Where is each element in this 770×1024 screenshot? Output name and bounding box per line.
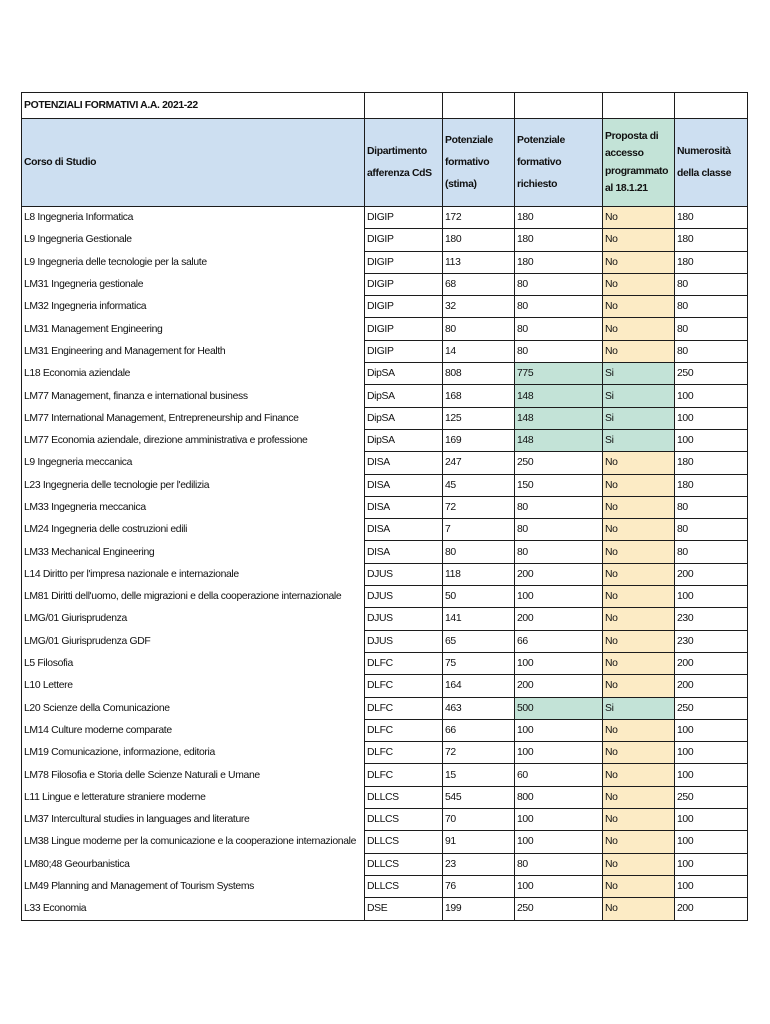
cell-stima: 168: [443, 385, 515, 407]
cell-dipartimento: DISA: [365, 496, 443, 518]
table-row: [22, 764, 748, 786]
table-row: [22, 831, 748, 853]
cell-corso: LM32 Ingegneria informatica: [22, 296, 365, 318]
cell-proposta: Si: [603, 363, 675, 385]
cell-richiesto: 148: [515, 407, 603, 429]
empty-cell: [603, 93, 675, 119]
header-richiesto: Potenziale formativo richiesto: [515, 119, 603, 207]
cell-dipartimento: DSE: [365, 898, 443, 920]
cell-corso: LM31 Ingegneria gestionale: [22, 273, 365, 295]
cell-numerosita: 80: [675, 273, 748, 295]
table-row: [22, 875, 748, 897]
cell-corso: L10 Lettere: [22, 675, 365, 697]
cell-stima: 14: [443, 340, 515, 362]
cell-proposta: No: [603, 563, 675, 585]
cell-corso: L9 Ingegneria delle tecnologie per la salute: [22, 251, 365, 273]
table-row: [22, 296, 748, 318]
cell-stima: 75: [443, 652, 515, 674]
table-row: [22, 273, 748, 295]
cell-corso: LM38 Lingue moderne per la comunicazione e la cooperazione internazionale: [22, 831, 365, 853]
cell-stima: 141: [443, 608, 515, 630]
cell-proposta: No: [603, 318, 675, 340]
cell-corso: LM31 Management Engineering: [22, 318, 365, 340]
cell-richiesto: 148: [515, 429, 603, 451]
cell-richiesto: 80: [515, 318, 603, 340]
table-row: [22, 742, 748, 764]
cell-dipartimento: DIGIP: [365, 340, 443, 362]
cell-richiesto: 150: [515, 474, 603, 496]
cell-proposta: No: [603, 831, 675, 853]
cell-stima: 72: [443, 742, 515, 764]
cell-stima: 23: [443, 853, 515, 875]
cell-proposta: No: [603, 296, 675, 318]
cell-dipartimento: DLFC: [365, 675, 443, 697]
cell-proposta: No: [603, 652, 675, 674]
cell-richiesto: 200: [515, 563, 603, 585]
cell-numerosita: 80: [675, 519, 748, 541]
cell-corso: L5 Filosofia: [22, 652, 365, 674]
cell-proposta: No: [603, 809, 675, 831]
header-corso: Corso di Studio: [22, 119, 365, 207]
cell-proposta: No: [603, 742, 675, 764]
cell-dipartimento: DLLCS: [365, 875, 443, 897]
cell-richiesto: 100: [515, 831, 603, 853]
cell-numerosita: 180: [675, 207, 748, 229]
cell-corso: LM49 Planning and Management of Tourism Systems: [22, 875, 365, 897]
cell-numerosita: 100: [675, 407, 748, 429]
cell-richiesto: 80: [515, 273, 603, 295]
cell-richiesto: 200: [515, 608, 603, 630]
cell-dipartimento: DJUS: [365, 586, 443, 608]
cell-proposta: No: [603, 340, 675, 362]
cell-numerosita: 100: [675, 719, 748, 741]
cell-proposta: No: [603, 898, 675, 920]
table-row: [22, 608, 748, 630]
cell-dipartimento: DJUS: [365, 563, 443, 585]
header-row: [22, 119, 748, 207]
cell-richiesto: 180: [515, 229, 603, 251]
cell-corso: L9 Ingegneria Gestionale: [22, 229, 365, 251]
cell-dipartimento: DLLCS: [365, 831, 443, 853]
table-row: [22, 586, 748, 608]
cell-richiesto: 80: [515, 541, 603, 563]
table-row: [22, 652, 748, 674]
table-row: [22, 496, 748, 518]
cell-corso: L33 Economia: [22, 898, 365, 920]
cell-richiesto: 80: [515, 496, 603, 518]
table-row: [22, 697, 748, 719]
cell-stima: 199: [443, 898, 515, 920]
cell-proposta: No: [603, 541, 675, 563]
cell-dipartimento: DLFC: [365, 742, 443, 764]
cell-proposta: No: [603, 519, 675, 541]
table-row: [22, 407, 748, 429]
cell-richiesto: 100: [515, 809, 603, 831]
cell-richiesto: 800: [515, 786, 603, 808]
cell-proposta: No: [603, 608, 675, 630]
table-row: [22, 251, 748, 273]
cell-corso: L8 Ingegneria Informatica: [22, 207, 365, 229]
table-title: POTENZIALI FORMATIVI A.A. 2021-22: [22, 93, 365, 119]
cell-stima: 80: [443, 318, 515, 340]
table-row: [22, 898, 748, 920]
cell-stima: 50: [443, 586, 515, 608]
cell-stima: 76: [443, 875, 515, 897]
table-row: [22, 363, 748, 385]
cell-richiesto: 100: [515, 586, 603, 608]
cell-richiesto: 250: [515, 452, 603, 474]
cell-proposta: No: [603, 764, 675, 786]
table-row: [22, 541, 748, 563]
cell-stima: 169: [443, 429, 515, 451]
cell-dipartimento: DLFC: [365, 697, 443, 719]
cell-richiesto: 80: [515, 519, 603, 541]
cell-richiesto: 180: [515, 207, 603, 229]
cell-proposta: No: [603, 853, 675, 875]
cell-corso: LM81 Diritti dell'uomo, delle migrazioni e della cooperazione internazionale: [22, 586, 365, 608]
cell-proposta: Si: [603, 407, 675, 429]
cell-dipartimento: DLFC: [365, 652, 443, 674]
empty-cell: [365, 93, 443, 119]
potenziali-formativi-table: [21, 92, 748, 921]
cell-numerosita: 250: [675, 786, 748, 808]
cell-stima: 172: [443, 207, 515, 229]
cell-numerosita: 230: [675, 608, 748, 630]
empty-cell: [443, 93, 515, 119]
cell-richiesto: 80: [515, 296, 603, 318]
cell-proposta: No: [603, 675, 675, 697]
table-row: [22, 452, 748, 474]
cell-richiesto: 100: [515, 742, 603, 764]
cell-dipartimento: DLLCS: [365, 786, 443, 808]
cell-proposta: No: [603, 474, 675, 496]
cell-dipartimento: DipSA: [365, 429, 443, 451]
cell-dipartimento: DLFC: [365, 719, 443, 741]
cell-numerosita: 80: [675, 318, 748, 340]
cell-richiesto: 80: [515, 853, 603, 875]
cell-stima: 247: [443, 452, 515, 474]
cell-numerosita: 100: [675, 429, 748, 451]
cell-richiesto: 66: [515, 630, 603, 652]
cell-stima: 65: [443, 630, 515, 652]
cell-numerosita: 80: [675, 541, 748, 563]
cell-richiesto: 100: [515, 875, 603, 897]
cell-corso: L18 Economia aziendale: [22, 363, 365, 385]
cell-numerosita: 200: [675, 898, 748, 920]
cell-numerosita: 100: [675, 809, 748, 831]
cell-dipartimento: DIGIP: [365, 273, 443, 295]
cell-numerosita: 100: [675, 831, 748, 853]
cell-stima: 113: [443, 251, 515, 273]
cell-numerosita: 100: [675, 586, 748, 608]
cell-stima: 15: [443, 764, 515, 786]
cell-dipartimento: DLLCS: [365, 809, 443, 831]
cell-dipartimento: DIGIP: [365, 229, 443, 251]
cell-corso: LM77 Economia aziendale, direzione amministrativa e professione: [22, 429, 365, 451]
cell-proposta: Si: [603, 697, 675, 719]
table-row: [22, 318, 748, 340]
cell-corso: LM19 Comunicazione, informazione, editoria: [22, 742, 365, 764]
cell-corso: LM31 Engineering and Management for Health: [22, 340, 365, 362]
cell-richiesto: 148: [515, 385, 603, 407]
cell-stima: 118: [443, 563, 515, 585]
cell-dipartimento: DJUS: [365, 630, 443, 652]
cell-richiesto: 60: [515, 764, 603, 786]
cell-proposta: No: [603, 273, 675, 295]
header-stima: Potenziale formativo (stima): [443, 119, 515, 207]
cell-dipartimento: DISA: [365, 519, 443, 541]
cell-numerosita: 230: [675, 630, 748, 652]
cell-stima: 125: [443, 407, 515, 429]
table-row: [22, 809, 748, 831]
cell-numerosita: 180: [675, 229, 748, 251]
table-row: [22, 853, 748, 875]
cell-numerosita: 180: [675, 452, 748, 474]
cell-proposta: No: [603, 452, 675, 474]
cell-dipartimento: DIGIP: [365, 207, 443, 229]
cell-numerosita: 100: [675, 764, 748, 786]
cell-dipartimento: DIGIP: [365, 251, 443, 273]
cell-dipartimento: DISA: [365, 452, 443, 474]
table-row: [22, 563, 748, 585]
cell-numerosita: 100: [675, 875, 748, 897]
table-row: [22, 429, 748, 451]
cell-dipartimento: DLLCS: [365, 853, 443, 875]
cell-richiesto: 775: [515, 363, 603, 385]
cell-dipartimento: DISA: [365, 474, 443, 496]
cell-stima: 45: [443, 474, 515, 496]
table-row: [22, 675, 748, 697]
cell-numerosita: 250: [675, 363, 748, 385]
cell-corso: L20 Scienze della Comunicazione: [22, 697, 365, 719]
cell-richiesto: 100: [515, 719, 603, 741]
cell-numerosita: 250: [675, 697, 748, 719]
cell-corso: L9 Ingegneria meccanica: [22, 452, 365, 474]
table-row: [22, 385, 748, 407]
cell-proposta: No: [603, 875, 675, 897]
table-row: [22, 229, 748, 251]
cell-stima: 545: [443, 786, 515, 808]
cell-proposta: No: [603, 719, 675, 741]
cell-corso: LM24 Ingegneria delle costruzioni edili: [22, 519, 365, 541]
cell-dipartimento: DipSA: [365, 363, 443, 385]
cell-corso: L14 Diritto per l'impresa nazionale e internazionale: [22, 563, 365, 585]
cell-numerosita: 80: [675, 340, 748, 362]
cell-corso: LM14 Culture moderne comparate: [22, 719, 365, 741]
table-row: [22, 786, 748, 808]
cell-corso: LM33 Mechanical Engineering: [22, 541, 365, 563]
cell-proposta: No: [603, 630, 675, 652]
cell-richiesto: 180: [515, 251, 603, 273]
cell-stima: 66: [443, 719, 515, 741]
table-row: [22, 719, 748, 741]
cell-stima: 91: [443, 831, 515, 853]
cell-numerosita: 200: [675, 563, 748, 585]
cell-stima: 7: [443, 519, 515, 541]
cell-stima: 70: [443, 809, 515, 831]
cell-proposta: Si: [603, 429, 675, 451]
cell-corso: LMG/01 Giurisprudenza GDF: [22, 630, 365, 652]
cell-dipartimento: DISA: [365, 541, 443, 563]
cell-proposta: No: [603, 207, 675, 229]
cell-corso: LMG/01 Giurisprudenza: [22, 608, 365, 630]
table-row: [22, 630, 748, 652]
title-row: [22, 93, 748, 119]
cell-corso: LM78 Filosofia e Storia delle Scienze Naturali e Umane: [22, 764, 365, 786]
cell-richiesto: 200: [515, 675, 603, 697]
cell-dipartimento: DIGIP: [365, 296, 443, 318]
cell-numerosita: 100: [675, 385, 748, 407]
cell-proposta: No: [603, 251, 675, 273]
cell-numerosita: 180: [675, 251, 748, 273]
table-row: [22, 474, 748, 496]
empty-cell: [515, 93, 603, 119]
cell-stima: 164: [443, 675, 515, 697]
cell-proposta: No: [603, 496, 675, 518]
cell-dipartimento: DipSA: [365, 385, 443, 407]
cell-numerosita: 200: [675, 652, 748, 674]
cell-proposta: No: [603, 586, 675, 608]
cell-stima: 32: [443, 296, 515, 318]
cell-numerosita: 180: [675, 474, 748, 496]
cell-corso: LM80;48 Geourbanistica: [22, 853, 365, 875]
header-dipartimento: Dipartimento afferenza CdS: [365, 119, 443, 207]
cell-corso: L23 Ingegneria delle tecnologie per l'edilizia: [22, 474, 365, 496]
cell-proposta: No: [603, 786, 675, 808]
cell-proposta: No: [603, 229, 675, 251]
header-proposta: Proposta di accesso programmato al 18.1.21: [603, 119, 675, 207]
cell-corso: LM37 Intercultural studies in languages and literature: [22, 809, 365, 831]
cell-richiesto: 80: [515, 340, 603, 362]
cell-richiesto: 100: [515, 652, 603, 674]
table-row: [22, 519, 748, 541]
table-row: [22, 207, 748, 229]
cell-stima: 80: [443, 541, 515, 563]
cell-stima: 808: [443, 363, 515, 385]
cell-dipartimento: DipSA: [365, 407, 443, 429]
cell-corso: LM77 International Management, Entrepreneurship and Finance: [22, 407, 365, 429]
cell-proposta: Si: [603, 385, 675, 407]
cell-corso: LM77 Management, finanza e international business: [22, 385, 365, 407]
cell-numerosita: 80: [675, 296, 748, 318]
cell-richiesto: 250: [515, 898, 603, 920]
cell-corso: LM33 Ingegneria meccanica: [22, 496, 365, 518]
cell-dipartimento: DJUS: [365, 608, 443, 630]
header-numerosita: Numerosità della classe: [675, 119, 748, 207]
cell-corso: L11 Lingue e letterature straniere moderne: [22, 786, 365, 808]
cell-stima: 463: [443, 697, 515, 719]
cell-stima: 180: [443, 229, 515, 251]
empty-cell: [675, 93, 748, 119]
cell-stima: 68: [443, 273, 515, 295]
cell-numerosita: 80: [675, 496, 748, 518]
cell-dipartimento: DLFC: [365, 764, 443, 786]
table-row: [22, 340, 748, 362]
cell-numerosita: 200: [675, 675, 748, 697]
cell-numerosita: 100: [675, 742, 748, 764]
cell-numerosita: 100: [675, 853, 748, 875]
cell-stima: 72: [443, 496, 515, 518]
cell-richiesto: 500: [515, 697, 603, 719]
cell-dipartimento: DIGIP: [365, 318, 443, 340]
